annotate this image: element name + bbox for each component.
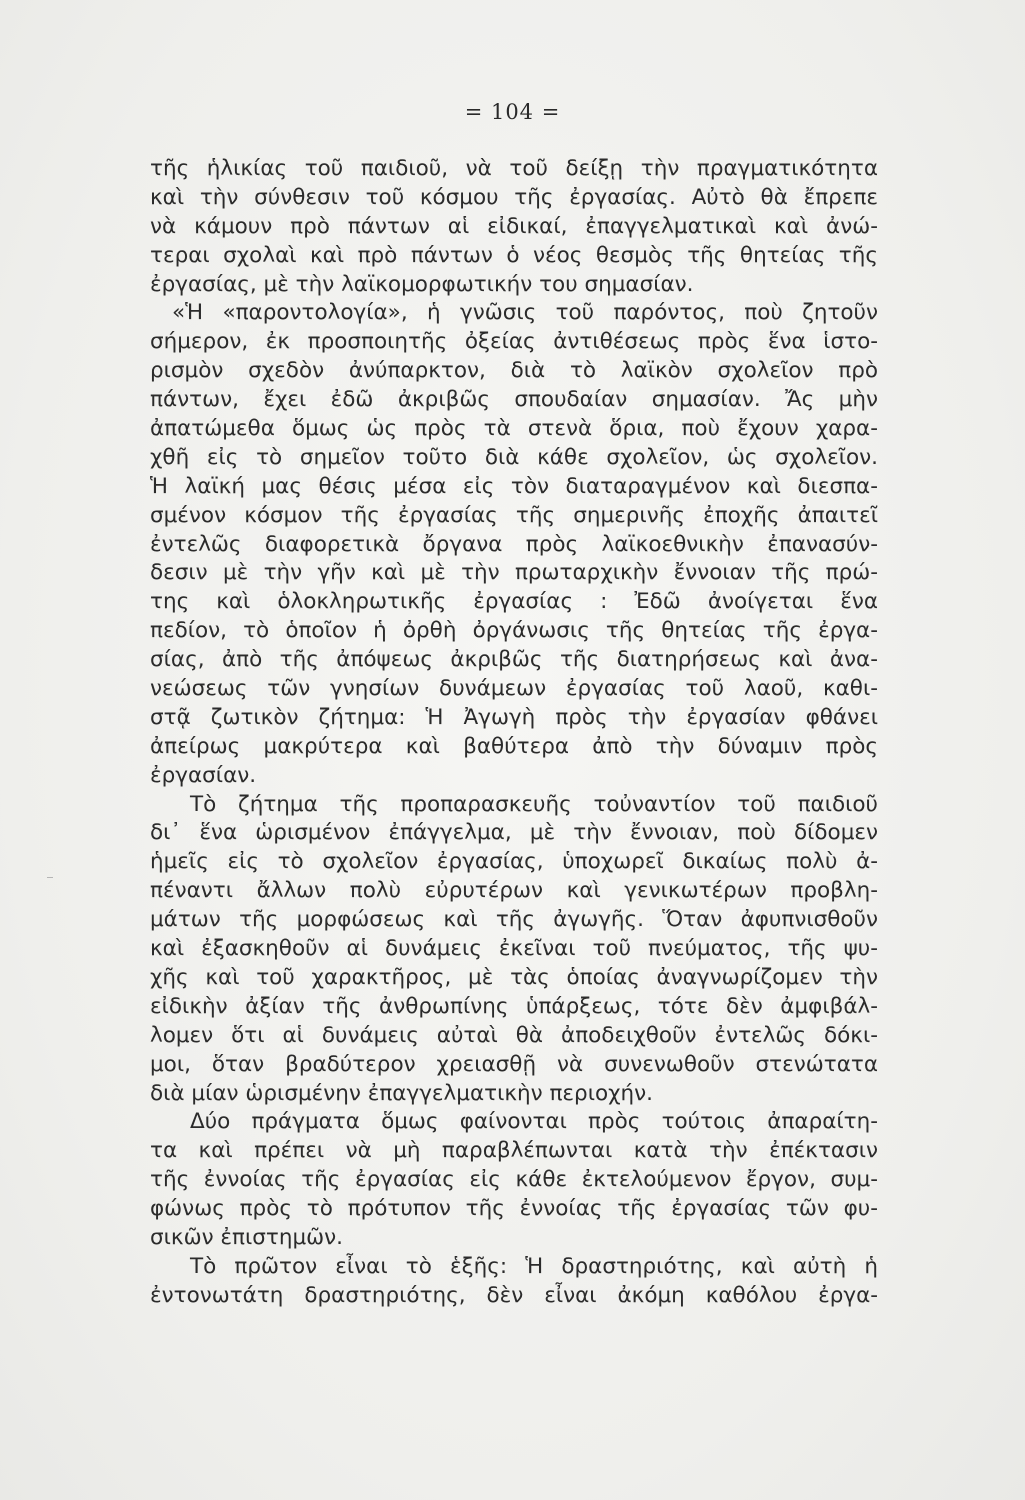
text-line: ἐργασίαν. [150, 762, 257, 788]
text-line: μοι, ὅταν βραδύτερον χρειασθῇ νὰ συνενωθοῦν στενώτατα [150, 1051, 878, 1077]
text-line: σμένον κόσμον τῆς ἐργασίας τῆς σημερινῆς ἐποχῆς ἀπαιτεῖ [150, 502, 878, 528]
text-line: πεδίον, τὸ ὁποῖον ἡ ὀρθὴ ὀργάνωσις τῆς θητείας τῆς ἐργα- [150, 618, 878, 644]
text-line: τῆς ἐννοίας τῆς ἐργασίας εἰς κάθε ἐκτελούμενον ἔργον, συμ- [150, 1167, 878, 1193]
paragraph-start-line: «Ἡ «παροντολογία», ἡ γνῶσις τοῦ παρόντος, ποὺ ζητοῦν [172, 300, 878, 326]
text-line: πέναντι ἄλλων πολὺ εὐρυτέρων καὶ γενικωτέρων προβλη- [150, 878, 878, 904]
text-line: τα καὶ πρέπει νὰ μὴ παραβλέπωνται κατὰ τὴν ἐπέκτασιν [150, 1138, 878, 1164]
text-line: διὰ μίαν ὡρισμένην ἐπαγγελματικὴν περιοχήν. [150, 1080, 654, 1106]
text-line: νεώσεως τῶν γνησίων δυνάμεων ἐργασίας τοῦ λαοῦ, καθι- [150, 676, 878, 702]
text-line: Ἡ λαϊκή μας θέσις μέσα εἰς τὸν διαταραγμένον καὶ διεσπα- [150, 473, 878, 499]
text-line: καὶ ἐξασκηθοῦν αἱ δυνάμεις ἐκεῖναι τοῦ πνεύματος, τῆς ψυ- [150, 936, 878, 962]
text-line: χθῆ εἰς τὸ σημεῖον τοῦτο διὰ κάθε σχολεῖον, ὡς σχολεῖον. [150, 444, 878, 470]
text-line: στᾷ ζωτικὸν ζήτημα: Ἡ Ἀγωγὴ πρὸς τὴν ἐργασίαν φθάνει [150, 704, 878, 730]
text-line: μάτων τῆς μορφώσεως καὶ τῆς ἀγωγῆς. Ὅταν ἀφυπνισθοῦν [150, 907, 878, 933]
text-line: σίας, ἀπὸ τῆς ἀπόψεως ἀκριβῶς τῆς διατηρήσεως καὶ ἀνα- [150, 647, 878, 673]
page-number: = 104 = [464, 100, 561, 124]
margin-mark [47, 877, 53, 878]
paragraph-start-line: Τὸ πρῶτον εἶναι τὸ ἑξῆς: Ἡ δραστηριότης, καὶ αὐτὴ ἡ [190, 1253, 878, 1279]
text-line: ἡμεῖς εἰς τὸ σχολεῖον ἐργασίας, ὑποχωρεῖ δικαίως πολὺ ἀ- [150, 849, 878, 875]
text-line: καὶ τὴν σύνθεσιν τοῦ κόσμου τῆς ἐργασίας. Αὐτὸ θὰ ἔπρεπε [150, 184, 878, 210]
paragraph-start-line: Δύο πράγματα ὅμως φαίνονται πρὸς τούτοις ἀπαραίτη- [190, 1109, 878, 1135]
text-line: ἐργασίας, μὲ τὴν λαϊκομορφωτικήν του σημασίαν. [150, 271, 694, 297]
paragraph-start-line: Τὸ ζήτημα τῆς προπαρασκευῆς τοὐναντίον τοῦ παιδιοῦ [190, 791, 878, 817]
text-line: εἰδικὴν ἀξίαν τῆς ἀνθρωπίνης ὑπάρξεως, τότε δὲν ἀμφιβάλ- [150, 993, 878, 1019]
text-line: πάντων, ἔχει ἐδῶ ἀκριβῶς σπουδαίαν σημασίαν. Ἄς μὴν [150, 387, 878, 413]
text-line: λομεν ὅτι αἱ δυνάμεις αὐταὶ θὰ ἀποδειχθοῦν ἐντελῶς δόκι- [150, 1022, 878, 1048]
text-line: ρισμὸν σχεδὸν ἀνύπαρκτον, διὰ τὸ λαϊκὸν σχολεῖον πρὸ [150, 358, 878, 384]
text-line: ἐντονωτάτη δραστηριότης, δὲν εἶναι ἀκόμη καθόλου ἐργα- [150, 1282, 878, 1308]
text-line: σήμερον, ἐκ προσποιητῆς ὀξείας ἀντιθέσεως πρὸς ἕνα ἱστο- [150, 329, 878, 355]
text-line: της καὶ ὁλοκληρωτικῆς ἐργασίας : Ἐδῶ ἀνοίγεται ἕνα [150, 589, 878, 615]
text-line: φώνως πρὸς τὸ πρότυπον τῆς ἐννοίας τῆς ἐργασίας τῶν φυ- [150, 1196, 878, 1222]
text-line: χῆς καὶ τοῦ χαρακτῆρος, μὲ τὰς ὁποίας ἀναγνωρίζομεν τὴν [150, 964, 878, 990]
text-line: ἐντελῶς διαφορετικὰ ὄργανα πρὸς λαϊκοεθνικὴν ἐπανασύν- [150, 531, 878, 557]
text-line: τεραι σχολαὶ καὶ πρὸ πάντων ὁ νέος θεσμὸς τῆς θητείας τῆς [150, 242, 878, 268]
text-line: ἀπατώμεθα ὅμως ὡς πρὸς τὰ στενὰ ὅρια, ποὺ ἔχουν χαρα- [150, 416, 878, 442]
text-line: δεσιν μὲ τὴν γῆν καὶ μὲ τὴν πρωταρχικὴν ἔννοιαν τῆς πρώ- [150, 560, 878, 586]
text-line: τῆς ἡλικίας τοῦ παιδιοῦ, νὰ τοῦ δείξῃ τὴν πραγματικότητα [150, 156, 878, 181]
text-line: νὰ κάμουν πρὸ πάντων αἱ εἰδικαί, ἐπαγγελματικαὶ καὶ ἀνώ- [150, 213, 878, 239]
text-line: ἀπείρως μακρύτερα καὶ βαθύτερα ἀπὸ τὴν δύναμιν πρὸς [150, 733, 878, 759]
text-line: δι᾽ ἕνα ὡρισμένον ἐπάγγελμα, μὲ τὴν ἔννοιαν, ποὺ δίδομεν [150, 820, 878, 846]
text-line: σικῶν ἐπιστημῶν. [150, 1224, 343, 1250]
body-text [150, 155, 878, 1311]
